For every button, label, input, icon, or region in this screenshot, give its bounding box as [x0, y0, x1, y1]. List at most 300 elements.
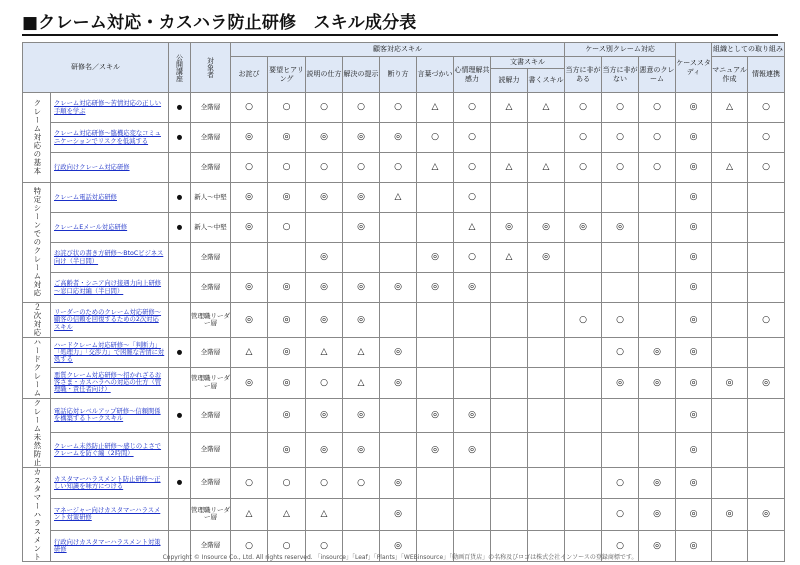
- skill-mark: [565, 368, 602, 398]
- skill-mark: ◎: [417, 243, 454, 273]
- skill-mark: [712, 213, 748, 243]
- skill-mark: [565, 273, 602, 303]
- skill-mark: ○: [602, 530, 639, 562]
- skill-mark: [712, 338, 748, 368]
- skill-mark: ◎: [231, 303, 268, 338]
- skill-mark: [454, 499, 491, 531]
- table-body: [23, 93, 785, 562]
- skill-mark: [565, 183, 602, 213]
- skill-mark: [565, 499, 602, 531]
- skill-mark: ◎: [306, 303, 343, 338]
- header-group-org: 組織としての取り組み: [712, 43, 785, 57]
- target-audience: 全階層: [191, 153, 231, 183]
- skill-mark: ◎: [602, 368, 639, 398]
- skill-mark: ◎: [343, 183, 380, 213]
- skill-mark: [639, 243, 676, 273]
- public-course-mark: ●: [169, 93, 191, 123]
- skill-mark: [748, 398, 785, 433]
- course-link[interactable]: クレーム未然防止研修～感じのよさでクレームを防ぐ編（2時間）: [54, 442, 162, 457]
- course-link[interactable]: 電話応対レベルアップ研修～信頼関係を構築するトークスキル: [54, 408, 161, 423]
- skill-mark: ◎: [639, 368, 676, 398]
- skill-mark: ◎: [268, 338, 306, 368]
- table-row: [23, 153, 785, 183]
- course-link[interactable]: クレームEメール対応研修: [54, 223, 128, 231]
- skill-mark: [565, 467, 602, 499]
- public-course-mark: [169, 303, 191, 338]
- skill-mark: ◎: [231, 368, 268, 398]
- skill-mark: ◎: [676, 243, 712, 273]
- title-underline: [22, 34, 778, 36]
- skill-mark: ○: [268, 213, 306, 243]
- skill-mark: ◎: [676, 433, 712, 468]
- skill-mark: ◎: [268, 398, 306, 433]
- copyright-footer: Copyright © Insource Co., Ltd. All rights reserved. 「insource」「Leaf」「Plants」「WEBinsource」「動画百貨店」の名称及びロゴは株式会社インソースの登録商標です。: [162, 554, 638, 561]
- skill-mark: ○: [602, 93, 639, 123]
- course-link[interactable]: ご高齢者・シニア向け接遇力向上研修～窓口応対編（半日間）: [54, 280, 162, 295]
- skill-mark: [639, 273, 676, 303]
- skill-mark: ○: [231, 93, 268, 123]
- skill-mark: ◎: [676, 530, 712, 562]
- skill-mark: △: [306, 499, 343, 531]
- course-name-cell: [51, 338, 169, 368]
- skill-mark: [748, 273, 785, 303]
- header-explain: 説明の仕方: [306, 57, 343, 93]
- skill-mark: ◎: [676, 398, 712, 433]
- skill-mark: [380, 213, 417, 243]
- category-label: クレーム対応の基本: [23, 93, 51, 183]
- skill-mark: △: [343, 338, 380, 368]
- skill-mark: ◎: [380, 467, 417, 499]
- skill-mark: ○: [639, 93, 676, 123]
- skill-mark: [639, 183, 676, 213]
- skill-mark: ○: [306, 368, 343, 398]
- skill-mark: ◎: [231, 123, 268, 153]
- course-link[interactable]: 行政向けカスタマーハラスメント対策研修: [54, 538, 161, 553]
- header-hearing: 要望ヒアリング: [268, 57, 306, 93]
- skill-mark: [602, 433, 639, 468]
- skill-mark: ◎: [343, 213, 380, 243]
- skill-mark: ◎: [417, 398, 454, 433]
- course-name-cell: [51, 153, 169, 183]
- skill-mark: [565, 433, 602, 468]
- skill-mark: [491, 338, 528, 368]
- header-wording: 言葉づかい: [417, 57, 454, 93]
- skill-mark: ◎: [268, 433, 306, 468]
- skill-mark: ◎: [676, 467, 712, 499]
- course-name-cell: [51, 213, 169, 243]
- skill-mark: [491, 183, 528, 213]
- skill-mark: [491, 398, 528, 433]
- header-solution: 解決の提示: [343, 57, 380, 93]
- skill-mark: △: [491, 153, 528, 183]
- skill-mark: ○: [306, 530, 343, 562]
- page-title: ■クレーム対応・カスハラ防止研修 スキル成分表: [22, 13, 417, 33]
- skill-mark: ◎: [748, 368, 785, 398]
- skill-mark: [380, 433, 417, 468]
- skill-mark: △: [712, 153, 748, 183]
- course-name-cell: [51, 123, 169, 153]
- header-info: 情報連携: [748, 57, 785, 93]
- skill-mark: [491, 433, 528, 468]
- table-row: [23, 183, 785, 213]
- skill-mark: [712, 243, 748, 273]
- skill-mark: [565, 338, 602, 368]
- skill-mark: [528, 338, 565, 368]
- skill-mark: △: [380, 183, 417, 213]
- skill-mark: [602, 243, 639, 273]
- table-row: [23, 338, 785, 368]
- skill-mark: ○: [565, 123, 602, 153]
- skill-mark: △: [528, 153, 565, 183]
- table-row: [23, 93, 785, 123]
- skill-mark: ◎: [380, 273, 417, 303]
- skill-mark: ◎: [676, 123, 712, 153]
- header-public-col: 公開講座: [169, 43, 191, 93]
- header-name-col: 研修名／スキル: [23, 43, 169, 93]
- course-link[interactable]: マネージャー向けカスタマーハラスメント対策研修: [54, 507, 161, 522]
- skill-mark: ○: [454, 183, 491, 213]
- skill-mark: ○: [748, 303, 785, 338]
- public-course-mark: [169, 273, 191, 303]
- course-name-cell: [51, 93, 169, 123]
- category-label: カスタマーハラスメント: [23, 467, 51, 562]
- skill-mark: ○: [268, 153, 306, 183]
- skill-mark: △: [231, 499, 268, 531]
- target-audience: 全階層: [191, 338, 231, 368]
- skill-mark: [417, 467, 454, 499]
- skill-mark: [565, 398, 602, 433]
- skill-mark: ◎: [639, 499, 676, 531]
- course-name-cell: [51, 303, 169, 338]
- skill-mark: ◎: [268, 183, 306, 213]
- skill-mark: [528, 467, 565, 499]
- skill-mark: ○: [268, 467, 306, 499]
- skill-mark: [454, 467, 491, 499]
- target-audience: 新人～中堅: [191, 183, 231, 213]
- skill-mark: [380, 398, 417, 433]
- skill-mark: [528, 303, 565, 338]
- skill-mark: ◎: [306, 273, 343, 303]
- skill-mark: ◎: [676, 153, 712, 183]
- category-label: ２次対応: [23, 303, 51, 338]
- public-course-mark: [169, 433, 191, 468]
- skill-mark: △: [491, 243, 528, 273]
- skill-mark: ◎: [639, 338, 676, 368]
- course-name-cell: [51, 368, 169, 398]
- public-course-mark: ●: [169, 398, 191, 433]
- skill-mark: ○: [602, 499, 639, 531]
- target-audience: 管理職リーダー層: [191, 499, 231, 531]
- skill-mark: ○: [454, 123, 491, 153]
- skill-mark: △: [528, 93, 565, 123]
- header-manual: マニュアル作成: [712, 57, 748, 93]
- skill-mark: [528, 398, 565, 433]
- skill-mark: [454, 338, 491, 368]
- target-audience: 管理職リーダー層: [191, 368, 231, 398]
- skill-mark: ◎: [639, 530, 676, 562]
- skill-mark: [712, 303, 748, 338]
- table-row: [23, 467, 785, 499]
- course-link[interactable]: 行政向けクレーム対応研修: [54, 163, 130, 171]
- target-audience: 全階層: [191, 243, 231, 273]
- skill-mark: ○: [380, 153, 417, 183]
- header-writing: 書くスキル: [528, 69, 565, 93]
- skill-mark: ◎: [343, 433, 380, 468]
- target-audience: 全階層: [191, 433, 231, 468]
- target-audience: 新人～中堅: [191, 213, 231, 243]
- course-link[interactable]: お詫び状の書き方研修～BtoCビジネス向け（半日間）: [54, 250, 164, 265]
- skill-mark: △: [712, 93, 748, 123]
- skill-mark: ○: [231, 467, 268, 499]
- skill-mark: ○: [602, 338, 639, 368]
- course-name-cell: [51, 499, 169, 531]
- skill-mark: [528, 499, 565, 531]
- skill-mark: [268, 243, 306, 273]
- skill-mark: ○: [748, 123, 785, 153]
- skill-mark: [417, 368, 454, 398]
- course-link[interactable]: 悪質クレーム対応研修～招かれざるお客さま・カスハラへの対応の仕方（管理職・責任者向け）: [54, 372, 162, 394]
- skill-mark: [528, 433, 565, 468]
- skill-mark: [639, 213, 676, 243]
- skill-mark: [491, 123, 528, 153]
- skill-mark: [748, 213, 785, 243]
- skill-mark: ◎: [380, 123, 417, 153]
- table-row: [23, 273, 785, 303]
- skill-mark: ◎: [417, 273, 454, 303]
- skill-table: [22, 42, 785, 562]
- table-header: [23, 43, 785, 93]
- course-link[interactable]: ハードクレーム対応研修～「判断力」「処理力」「交渉力」で困難な苦情に対処する: [54, 341, 165, 364]
- skill-mark: △: [454, 213, 491, 243]
- skill-mark: [748, 433, 785, 468]
- skill-mark: [602, 183, 639, 213]
- skill-mark: [748, 183, 785, 213]
- skill-mark: ○: [454, 93, 491, 123]
- target-audience: 全階層: [191, 530, 231, 562]
- course-name-cell: [51, 398, 169, 433]
- target-audience: 全階層: [191, 467, 231, 499]
- course-link[interactable]: クレーム対応研修～苦情対応の正しい手順を学ぶ: [54, 100, 162, 115]
- skill-mark: ○: [639, 153, 676, 183]
- skill-mark: ◎: [306, 183, 343, 213]
- public-course-mark: ●: [169, 183, 191, 213]
- target-audience: 全階層: [191, 273, 231, 303]
- skill-mark: ◎: [748, 499, 785, 531]
- skill-mark: [602, 398, 639, 433]
- public-course-mark: ●: [169, 123, 191, 153]
- public-course-mark: [169, 368, 191, 398]
- skill-mark: [602, 273, 639, 303]
- course-link[interactable]: クレーム対応研修～臨機応変なコミュニケーションでリスクを低減する: [54, 130, 161, 145]
- skill-mark: ○: [602, 123, 639, 153]
- skill-mark: [417, 338, 454, 368]
- skill-mark: [454, 368, 491, 398]
- skill-mark: ◎: [380, 338, 417, 368]
- table-row: [23, 499, 785, 531]
- public-course-mark: [169, 153, 191, 183]
- skill-mark: [231, 243, 268, 273]
- skill-mark: [417, 183, 454, 213]
- course-link[interactable]: クレーム電話対応研修: [54, 193, 117, 201]
- skill-mark: [528, 183, 565, 213]
- skill-mark: [712, 273, 748, 303]
- course-name-cell: [51, 273, 169, 303]
- skill-mark: [417, 303, 454, 338]
- skill-mark: [748, 243, 785, 273]
- skill-mark: ◎: [454, 273, 491, 303]
- header-case-study: ケーススタディ: [676, 43, 712, 93]
- skill-mark: ○: [231, 530, 268, 562]
- skill-mark: ○: [565, 153, 602, 183]
- header-group-case: ケース別クレーム対応: [565, 43, 676, 57]
- skill-mark: ◎: [639, 467, 676, 499]
- skill-mark: ○: [306, 467, 343, 499]
- table-row: [23, 303, 785, 338]
- skill-mark: ○: [306, 93, 343, 123]
- skill-mark: [491, 273, 528, 303]
- target-audience: 管理職リーダー層: [191, 303, 231, 338]
- skill-mark: ◎: [380, 530, 417, 562]
- skill-mark: ◎: [528, 243, 565, 273]
- header-refusal: 断り方: [380, 57, 417, 93]
- skill-mark: ◎: [268, 303, 306, 338]
- skill-mark: ◎: [676, 213, 712, 243]
- skill-mark: ◎: [343, 303, 380, 338]
- skill-mark: ○: [343, 467, 380, 499]
- skill-mark: [491, 467, 528, 499]
- table-row: [23, 243, 785, 273]
- skill-mark: ◎: [268, 273, 306, 303]
- skill-mark: ○: [268, 530, 306, 562]
- skill-mark: ◎: [565, 213, 602, 243]
- header-reading: 読解力: [491, 69, 528, 93]
- skill-mark: △: [268, 499, 306, 531]
- header-target-col: 対象者: [191, 43, 231, 93]
- skill-mark: ○: [306, 153, 343, 183]
- public-course-mark: ●: [169, 467, 191, 499]
- skill-mark: [565, 243, 602, 273]
- skill-mark: ◎: [343, 123, 380, 153]
- skill-mark: ○: [748, 153, 785, 183]
- skill-mark: ◎: [676, 499, 712, 531]
- skill-mark: ◎: [268, 368, 306, 398]
- category-label: 特定シーンでのクレーム対応: [23, 183, 51, 303]
- table-row: [23, 123, 785, 153]
- skill-mark: [639, 398, 676, 433]
- skill-mark: ◎: [602, 213, 639, 243]
- public-course-mark: [169, 243, 191, 273]
- skill-mark: ◎: [676, 368, 712, 398]
- skill-mark: [748, 467, 785, 499]
- header-not-fault: 当方に非がない: [602, 57, 639, 93]
- skill-mark: ◎: [268, 123, 306, 153]
- skill-mark: [528, 123, 565, 153]
- skill-mark: ◎: [343, 398, 380, 433]
- skill-mark: ◎: [380, 499, 417, 531]
- skill-mark: ○: [602, 153, 639, 183]
- category-label: クレーム未然防止: [23, 398, 51, 467]
- skill-mark: ◎: [306, 398, 343, 433]
- course-name-cell: [51, 467, 169, 499]
- table-row: [23, 398, 785, 433]
- skill-mark: [639, 433, 676, 468]
- skill-mark: [712, 398, 748, 433]
- skill-mark: [748, 338, 785, 368]
- skill-mark: ◎: [676, 303, 712, 338]
- skill-mark: [712, 183, 748, 213]
- skill-mark: ◎: [712, 499, 748, 531]
- skill-mark: [491, 368, 528, 398]
- target-audience: 全階層: [191, 123, 231, 153]
- skill-mark: ◎: [306, 123, 343, 153]
- skill-mark: ◎: [231, 183, 268, 213]
- course-link[interactable]: カスタマーハラスメント防止研修～正しい知識を味方につける: [54, 475, 161, 490]
- skill-mark: ○: [454, 153, 491, 183]
- skill-mark: ◎: [454, 433, 491, 468]
- skill-mark: ○: [268, 93, 306, 123]
- skill-mark: ◎: [417, 433, 454, 468]
- course-name-cell: [51, 433, 169, 468]
- skill-mark: △: [306, 338, 343, 368]
- course-link[interactable]: リーダーのためのクレーム対応研修～顧客の信頼を回復するための2次対応スキル: [54, 309, 162, 331]
- skill-mark: [528, 368, 565, 398]
- skill-mark: ◎: [343, 273, 380, 303]
- skill-mark: ○: [602, 467, 639, 499]
- skill-mark: [380, 243, 417, 273]
- skill-mark: ◎: [306, 243, 343, 273]
- skill-mark: [417, 499, 454, 531]
- skill-mark: ◎: [676, 338, 712, 368]
- skill-mark: △: [417, 153, 454, 183]
- skill-mark: ○: [748, 93, 785, 123]
- target-audience: 全階層: [191, 93, 231, 123]
- skill-mark: ○: [417, 123, 454, 153]
- skill-mark: ◎: [231, 273, 268, 303]
- skill-mark: [712, 467, 748, 499]
- skill-mark: ○: [231, 153, 268, 183]
- skill-mark: ○: [454, 243, 491, 273]
- skill-mark: ○: [343, 93, 380, 123]
- skill-mark: ◎: [454, 398, 491, 433]
- course-name-cell: [51, 183, 169, 213]
- skill-mark: ○: [380, 93, 417, 123]
- skill-mark: ◎: [306, 433, 343, 468]
- skill-mark: [712, 433, 748, 468]
- skill-mark: [491, 499, 528, 531]
- header-group-customer: 顧客対応スキル: [231, 43, 565, 57]
- skill-mark: [712, 123, 748, 153]
- category-label: ハードクレーム: [23, 338, 51, 399]
- skill-mark: △: [343, 368, 380, 398]
- skill-mark: ◎: [676, 183, 712, 213]
- skill-mark: ◎: [712, 368, 748, 398]
- header-empathy: 心情理解共感力: [454, 57, 491, 93]
- skill-mark: [380, 303, 417, 338]
- skill-mark: ○: [565, 303, 602, 338]
- skill-mark: ◎: [676, 93, 712, 123]
- course-name-cell: [51, 243, 169, 273]
- header-malicious: 悪意のクレーム: [639, 57, 676, 93]
- skill-mark: [343, 243, 380, 273]
- public-course-mark: ●: [169, 338, 191, 368]
- skill-mark: [491, 303, 528, 338]
- skill-mark: △: [491, 93, 528, 123]
- skill-mark: ○: [639, 123, 676, 153]
- public-course-mark: [169, 499, 191, 531]
- skill-mark: ○: [343, 153, 380, 183]
- table-row: [23, 368, 785, 398]
- skill-mark: [306, 213, 343, 243]
